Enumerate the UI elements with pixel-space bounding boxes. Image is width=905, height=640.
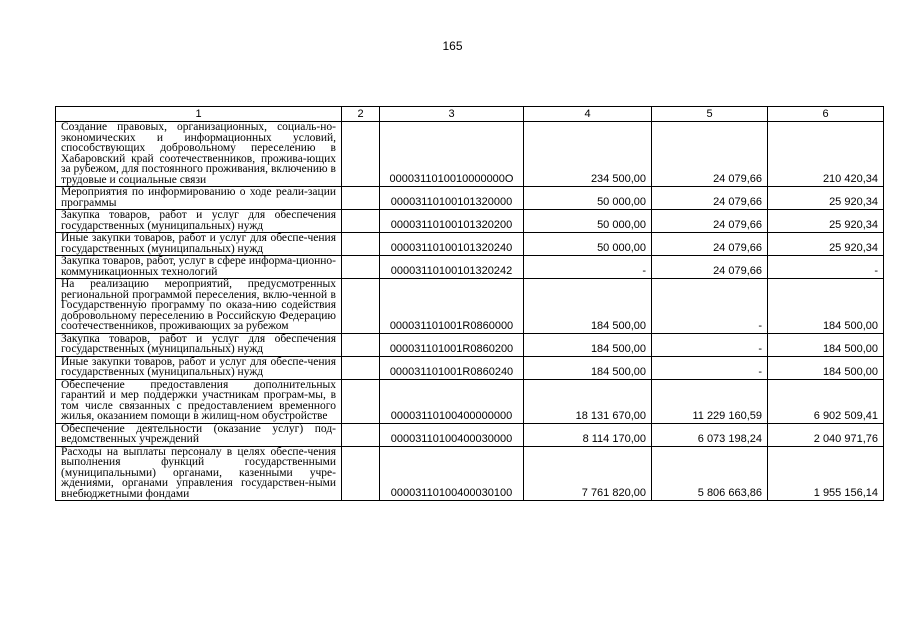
row-col2-cell — [342, 233, 380, 256]
row-value-4-cell: 234 500,00 — [524, 122, 652, 187]
row-value-5-cell: - — [652, 333, 768, 356]
table-row — [56, 279, 884, 334]
column-header: 6 — [768, 107, 884, 122]
row-value-5-cell: 24 079,66 — [652, 256, 768, 279]
row-value-4-cell: 7 761 820,00 — [524, 446, 652, 501]
row-value-6-cell: 184 500,00 — [768, 333, 884, 356]
row-value-6-cell: 184 500,00 — [768, 356, 884, 379]
row-value-5-cell: 24 079,66 — [652, 210, 768, 233]
row-value-5-cell: 24 079,66 — [652, 187, 768, 210]
table-row — [56, 446, 884, 501]
row-value-5-cell: - — [652, 356, 768, 379]
table-row — [56, 379, 884, 423]
table-row — [56, 333, 884, 356]
row-code-cell: 000031101001R0860000 — [380, 279, 524, 334]
budget-table — [55, 106, 884, 501]
row-value-6-cell: 25 920,34 — [768, 187, 884, 210]
row-value-6-cell: 25 920,34 — [768, 233, 884, 256]
row-name-cell: Иные закупки товаров, работ и услуг для обеспе-чения государственных (муниципальных) нужд — [56, 356, 342, 379]
row-col2-cell — [342, 210, 380, 233]
column-header: 4 — [524, 107, 652, 122]
row-col2-cell — [342, 279, 380, 334]
row-name-cell: Иные закупки товаров, работ и услуг для обеспе-чения государственных (муниципальных) нужд — [56, 233, 342, 256]
row-value-4-cell: 50 000,00 — [524, 233, 652, 256]
row-code-cell: 00003110100101320242 — [380, 256, 524, 279]
page-number: 165 — [442, 39, 463, 53]
row-name-cell: На реализацию мероприятий, предусмотренных региональной программой переселения, вклю-ченной в Государственную программу по оказа-нию содействия добровольному переселению в Российскую Федерацию соотечественников, проживающих за рубежом — [56, 279, 342, 334]
row-value-5-cell: 5 806 663,86 — [652, 446, 768, 501]
row-name-cell: Закупка товаров, работ, услуг в сфере информа-ционно-коммуникационных технологий — [56, 256, 342, 279]
row-value-4-cell: 50 000,00 — [524, 210, 652, 233]
row-col2-cell — [342, 356, 380, 379]
row-value-6-cell: 1 955 156,14 — [768, 446, 884, 501]
row-name-cell: Закупка товаров, работ и услуг для обеспечения государственных (муниципальных) нужд — [56, 210, 342, 233]
table-header-row — [56, 107, 884, 122]
row-value-4-cell: - — [524, 256, 652, 279]
row-name-cell: Закупка товаров, работ и услуг для обеспечения государственных (муниципальных) нужд — [56, 333, 342, 356]
row-code-cell: 000031101001R0860200 — [380, 333, 524, 356]
row-value-4-cell: 18 131 670,00 — [524, 379, 652, 423]
row-name-cell: Обеспечение деятельности (оказание услуг) под-ведомственных учреждений — [56, 423, 342, 446]
row-value-4-cell: 184 500,00 — [524, 356, 652, 379]
row-name-cell: Мероприятия по информированию о ходе реали-зации программы — [56, 187, 342, 210]
row-code-cell: 0000311010010000000О — [380, 122, 524, 187]
row-code-cell: 00003110100101320000 — [380, 187, 524, 210]
table-row — [56, 187, 884, 210]
row-value-5-cell: 11 229 160,59 — [652, 379, 768, 423]
row-value-6-cell: 25 920,34 — [768, 210, 884, 233]
row-value-6-cell: 6 902 509,41 — [768, 379, 884, 423]
row-col2-cell — [342, 187, 380, 210]
row-code-cell: 00003110100400030100 — [380, 446, 524, 501]
row-value-4-cell: 50 000,00 — [524, 187, 652, 210]
row-col2-cell — [342, 333, 380, 356]
row-value-5-cell: 6 073 198,24 — [652, 423, 768, 446]
table-row — [56, 423, 884, 446]
row-value-4-cell: 8 114 170,00 — [524, 423, 652, 446]
row-value-6-cell: 184 500,00 — [768, 279, 884, 334]
row-code-cell: 000031101001R0860240 — [380, 356, 524, 379]
table-row — [56, 256, 884, 279]
row-value-4-cell: 184 500,00 — [524, 279, 652, 334]
row-code-cell: 00003110100101320240 — [380, 233, 524, 256]
table-row — [56, 122, 884, 187]
row-col2-cell — [342, 122, 380, 187]
row-col2-cell — [342, 423, 380, 446]
row-name-cell: Создание правовых, организационных, социаль-но-экономических и информационных условий, способствующих добровольному переселению в Хабаровский край соотечественников, прожива-ющих за рубежом, для постоянного проживания, включению в трудовые и социальные связи — [56, 122, 342, 187]
column-header: 1 — [56, 107, 342, 122]
row-name-cell: Обеспечение предоставления дополнительных гарантий и мер поддержки участникам програм-мы, в том числе связанных с предоставлением временного жилья, оказанием помощи в жилищ-ном обустройстве — [56, 379, 342, 423]
row-col2-cell — [342, 446, 380, 501]
row-value-5-cell: 24 079,66 — [652, 122, 768, 187]
row-name-cell: Расходы на выплаты персоналу в целях обеспе-чения выполнения функций государственными (муниципальными) органами, казенными учре-ждениями, органами управления государствен-ными внебюджетными фондами — [56, 446, 342, 501]
row-value-6-cell: - — [768, 256, 884, 279]
row-col2-cell — [342, 256, 380, 279]
row-code-cell: 00003110100101320200 — [380, 210, 524, 233]
row-value-6-cell: 210 420,34 — [768, 122, 884, 187]
column-header: 2 — [342, 107, 380, 122]
table-row — [56, 356, 884, 379]
row-code-cell: 00003110100400030000 — [380, 423, 524, 446]
row-code-cell: 00003110100400000000 — [380, 379, 524, 423]
table-row — [56, 210, 884, 233]
row-col2-cell — [342, 379, 380, 423]
row-value-5-cell: 24 079,66 — [652, 233, 768, 256]
row-value-5-cell: - — [652, 279, 768, 334]
column-header: 5 — [652, 107, 768, 122]
column-header: 3 — [380, 107, 524, 122]
row-value-6-cell: 2 040 971,76 — [768, 423, 884, 446]
table-row — [56, 233, 884, 256]
row-value-4-cell: 184 500,00 — [524, 333, 652, 356]
